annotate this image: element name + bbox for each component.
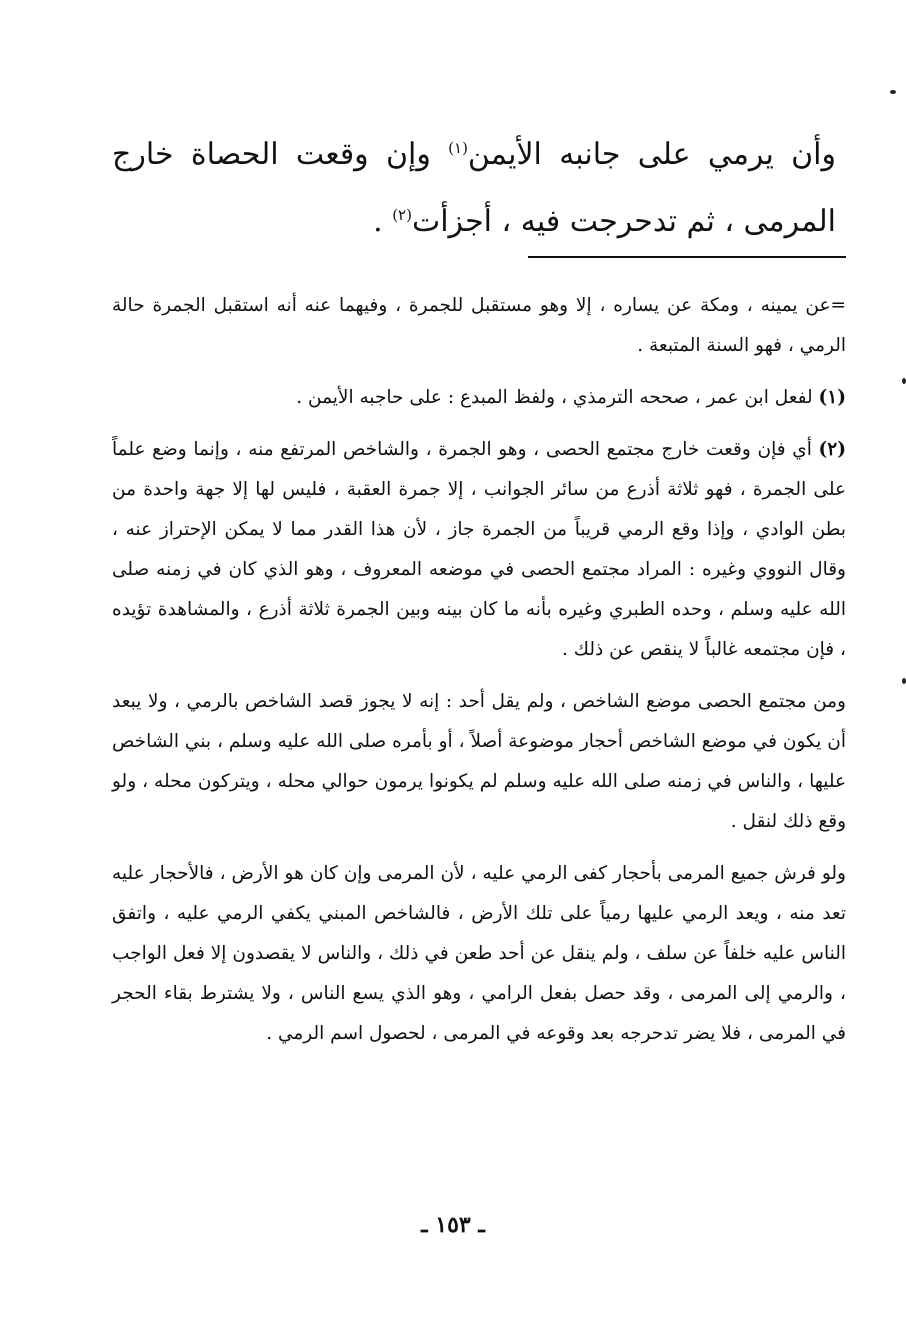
footnote-1 <box>112 378 846 418</box>
main-text-line2: وإن وقعت الحصاة خارج المرمى ، ثم تدحرجت فيه ، أجزأت <box>112 137 836 239</box>
footnote-1-marker: (١) <box>818 387 846 408</box>
footnotes <box>112 286 846 1066</box>
footnote-1-text: لفعل ابن عمر ، صححه الترمذي ، ولفظ المبدع : على حاجبه الأيمن . <box>296 387 819 408</box>
footnote-2 <box>112 430 846 670</box>
footnote-2-text: أي فإن وقعت خارج مجتمع الحصى ، وهو الجمرة ، والشاخص المرتفع منه ، وإنما وضع علماً على الجمرة ، فهو ثلاثة أذرع من سائر الجوانب ، إلا جمرة العقبة ، فليس لها إلا جهة واحدة من بطن الوادي ، وإذا وقع الرمي قريباً من الجمرة جاز ، لأن هذا القدر مما لا يمكن الإحتراز عنه ، وقال النووي وغيره : المراد مجتمع الحصى في موضعه المعروف ، وهو الذي كان في زمنه صلى الله عليه وسلم ، وحده الطبري وغيره بأنه ما كان بينه وبين الجمرة ثلاثة أذرع ، والمشاهدة تؤيده ، فإن مجتمعه غالباً لا ينقص عن ذلك . <box>112 439 846 660</box>
main-text <box>112 118 836 252</box>
scan-speck <box>902 378 906 384</box>
reference-marker-2: (٢) <box>392 206 412 224</box>
footnote-separator <box>528 256 846 258</box>
scan-speck <box>890 90 896 94</box>
footnote-paragraph-3: ومن مجتمع الحصى موضع الشاخص ، ولم يقل أحد : إنه لا يجوز قصد الشاخص بالرمي ، ولا يبعد أن يكون في موضع الشاخص أحجار موضوعة أصلاً ، أو بأمره صلى الله عليه وسلم ، بني الشاخص عليها ، والناس في زمنه صلى الله عليه وسلم لم يكونوا يرمون حوالي محله ، ويتركون محله ، ولو وقع ذلك لنقل . <box>112 691 846 832</box>
footnote-paragraph-4: ولو فرش جميع المرمى بأحجار كفى الرمي عليه ، لأن المرمى وإن كان هو الأرض ، فالأحجار عليه تعد منه ، ويعد الرمي عليها رمياً على تلك الأرض ، فالشاخص المبني يكفي الرمي عليه ، واتفق الناس عليه خلفاً عن سلف ، ولم ينقل عن أحد طعن في ذلك ، والناس لا يقصدون إلا فعل الواجب ، والرمي إلى المرمى ، وقد حصل بفعل الرامي ، وهو الذي يسع الناس ، ولا يشترط بقاء الحجر في المرمى ، فلا يضر تدحرجه بعد وقوعه في المرمى ، لحصول اسم الرمي . <box>112 863 846 1044</box>
scan-speck <box>902 678 906 684</box>
reference-marker-1: (١) <box>448 139 468 157</box>
main-text-end: . <box>373 204 393 239</box>
main-text-line1: وأن يرمي على جانبه الأيمن <box>467 137 836 172</box>
page-number: ـ ١٥٣ ـ <box>421 1212 485 1238</box>
footnote-continuation: =عن يمينه ، ومكة عن يساره ، إلا وهو مستقبل للجمرة ، وفيهما عنه أنه استقبل الجمرة حالة الرمي ، فهو السنة المتبعة . <box>112 295 846 356</box>
footnote-2-marker: (٢) <box>818 439 846 460</box>
